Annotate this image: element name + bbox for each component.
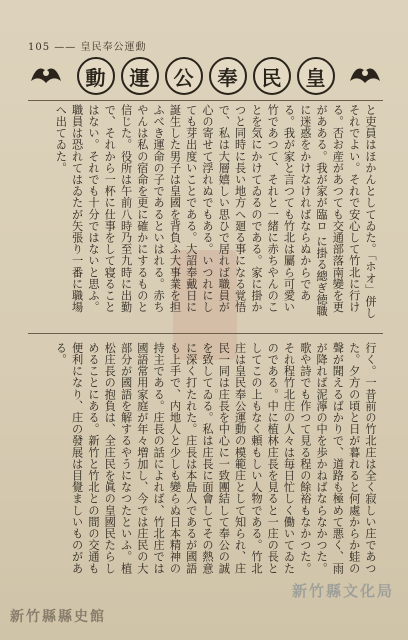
title-char: 奉 <box>209 57 247 95</box>
archive-watermark-right: 新竹縣文化局 <box>291 582 394 600</box>
lower-text-block: 行く。一昔前の竹北庄は全く寂しい庄であつた。夕方の頃と日が暮れると何處からか蛙の聲が聞えるばかりで、道路も極めて悪く、雨が降れば泥濘の中を歩かねばならなかつた。歌や詩でも作つて見る程の餘裕もなかつた。それ程竹北庄の人々は毎日忙しく働いてゐたのである。中に植林庄長を見ると一庄の長としてこの上もなく頼もしい人物である。竹北庄は皇民奉公運動の模範庄として知られ、庄民一同は庄長を中心に一致團結して奉公の誠を致してゐる。私は庄長に面會してその熱意に深く打たれた。庄長は本島人であるが國語も上手で、内地人と少しも變らぬ日本精神の持主である。庄長の話によれば、竹北庄では國語常用家庭が年々増加し、今では庄民の大部分が國語を解するやうになつたといふ。植松庄長の抱負は、全庄民を眞の皇國民たらしめることにある。新竹と竹北との間の交通も便利になり、庄の發展は目覺ましいものがある。 <box>54 342 377 574</box>
eagle-ornament-icon <box>28 58 64 94</box>
title-char: 動 <box>77 57 115 95</box>
title-char: 民 <box>253 57 291 95</box>
eagle-ornament-icon <box>347 58 383 94</box>
running-header: 105 —— 皇民奉公運動 <box>28 42 147 53</box>
title-char: 公 <box>165 57 203 95</box>
title-band <box>28 55 383 97</box>
header-divider <box>28 100 383 101</box>
title-char: 運 <box>121 57 159 95</box>
section-title <box>77 57 335 95</box>
middle-divider <box>28 333 383 334</box>
upper-text-block: と吏員はほかんとしてゐた。「ホオ」併しそれでよい。それで安心して竹北に行ける。否お産があつても交通部落南變を更があある。我が家が臨ロ に掛る總ぎ徳職に迷惑をかけなければならぬからである。我が家と言つても竹北は屬ら可愛い竹であつて、それと一緒に赤ちやんのことを気にかけてゐるのである。家に掛かつと同時に長い地方へ廻る事になる覚悟で、私は大層嬉しい思ひで居れば職員が心の寄せて浮れぬでもある。いつれにしても芽出度いことである。大詔奉戴日に誕生した男子は皇國を背負ふ大事業を担ふべき運命の子であるといはれる。赤ちやんは私の宿命を更に確かにするものと信じた。役所は午前八時乃至九時に出勤で、それから一杯に仕事をして寝ることはない。それでも十分ではないと思ふ。職員は恐れてはゐたが矢張り一番に職場へ出てゐた。 <box>54 104 377 319</box>
archive-watermark-left: 新竹縣縣史館 <box>10 609 106 625</box>
title-char: 皇 <box>297 57 335 95</box>
